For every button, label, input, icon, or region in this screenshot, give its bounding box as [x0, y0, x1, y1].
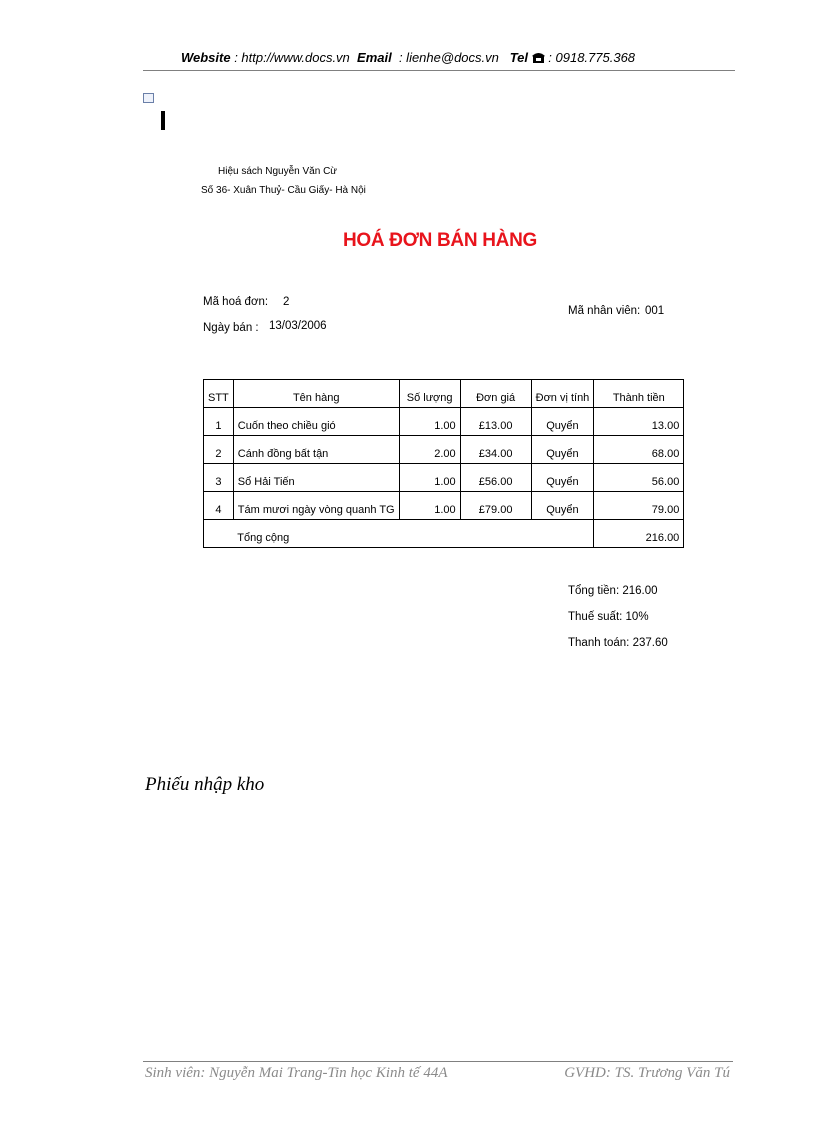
email-value: : lienhe@docs.vn	[398, 50, 499, 65]
row-stt: 4	[204, 492, 234, 520]
header-stt: STT	[204, 380, 234, 408]
invoice-code-label: Mã hoá đơn:	[203, 296, 269, 308]
staff-code-label: Mã nhân viên:	[568, 305, 641, 317]
row-amount: 13.00	[594, 408, 684, 436]
header-quantity: Số lượng	[399, 380, 460, 408]
row-quantity: 1.00	[399, 464, 460, 492]
embedded-object-icon	[143, 93, 154, 103]
payment-summary	[568, 578, 668, 656]
footer-student: Sinh viên: Nguyễn Mai Trang-Tin học Kinh tế 44A	[145, 1065, 448, 1081]
invoice-title: HOÁ ĐƠN BÁN HÀNG	[342, 230, 537, 251]
invoice-table	[203, 379, 684, 548]
table-header-row	[204, 380, 684, 408]
table-row	[204, 492, 684, 520]
row-item-name: Sổ Hải Tiến	[233, 464, 399, 492]
shop-name: Hiệu sách Nguyễn Văn Cừ	[218, 166, 337, 177]
table-row	[204, 464, 684, 492]
row-stt: 2	[204, 436, 234, 464]
shop-address: Số 36- Xuân Thuỷ- Cầu Giấy- Hà Nội	[201, 185, 366, 196]
total-value: 216.00	[594, 520, 684, 548]
row-unit: Quyển	[531, 408, 594, 436]
row-stt: 3	[204, 464, 234, 492]
subtotal-text: Tổng tiền: 216.00	[568, 585, 658, 597]
row-quantity: 1.00	[399, 408, 460, 436]
row-unit: Quyển	[531, 436, 594, 464]
table-row	[204, 436, 684, 464]
phone-icon	[532, 52, 545, 63]
row-stt: 1	[204, 408, 234, 436]
sale-date-value: 13/03/2006	[269, 320, 327, 332]
email-label: Email	[357, 50, 392, 65]
website-value: : http://www.docs.vn	[234, 50, 350, 65]
row-item-name: Cuốn theo chiều gió	[233, 408, 399, 436]
row-quantity: 1.00	[399, 492, 460, 520]
header-amount: Thành tiền	[594, 380, 684, 408]
staff-code-value: 001	[645, 305, 665, 317]
invoice-code-value: 2	[283, 296, 290, 308]
row-unit-price: £79.00	[460, 492, 531, 520]
tel-label: Tel	[509, 50, 529, 65]
total-label: Tổng cộng	[233, 520, 594, 548]
sale-date-label: Ngày bán :	[203, 322, 259, 334]
table-row	[204, 408, 684, 436]
tax-rate-text: Thuế suất: 10%	[568, 611, 649, 623]
row-quantity: 2.00	[399, 436, 460, 464]
tel-value: : 0918.775.368	[548, 50, 636, 65]
row-unit-price: £34.00	[460, 436, 531, 464]
row-unit-price: £56.00	[460, 464, 531, 492]
table-total-row	[204, 520, 684, 548]
row-unit: Quyển	[531, 492, 594, 520]
row-unit-price: £13.00	[460, 408, 531, 436]
section-title: Phiếu nhập kho	[145, 774, 265, 795]
row-item-name: Tám mươi ngày vòng quanh TG	[233, 492, 399, 520]
row-amount: 56.00	[594, 464, 684, 492]
payment-total-text: Thanh toán: 237.60	[568, 637, 668, 649]
footer-divider	[143, 1061, 733, 1062]
header-divider	[143, 70, 735, 71]
page-header	[0, 50, 816, 65]
header-unit-price: Đơn giá	[460, 380, 531, 408]
header-unit: Đơn vị tính	[531, 380, 594, 408]
text-cursor	[161, 111, 165, 130]
row-amount: 68.00	[594, 436, 684, 464]
footer-advisor: GVHD: TS. Trương Văn Tú	[564, 1065, 730, 1081]
website-label: Website	[180, 50, 231, 65]
row-unit: Quyển	[531, 464, 594, 492]
row-amount: 79.00	[594, 492, 684, 520]
row-item-name: Cánh đồng bất tận	[233, 436, 399, 464]
header-item-name: Tên hàng	[233, 380, 399, 408]
shop-info	[201, 162, 366, 200]
